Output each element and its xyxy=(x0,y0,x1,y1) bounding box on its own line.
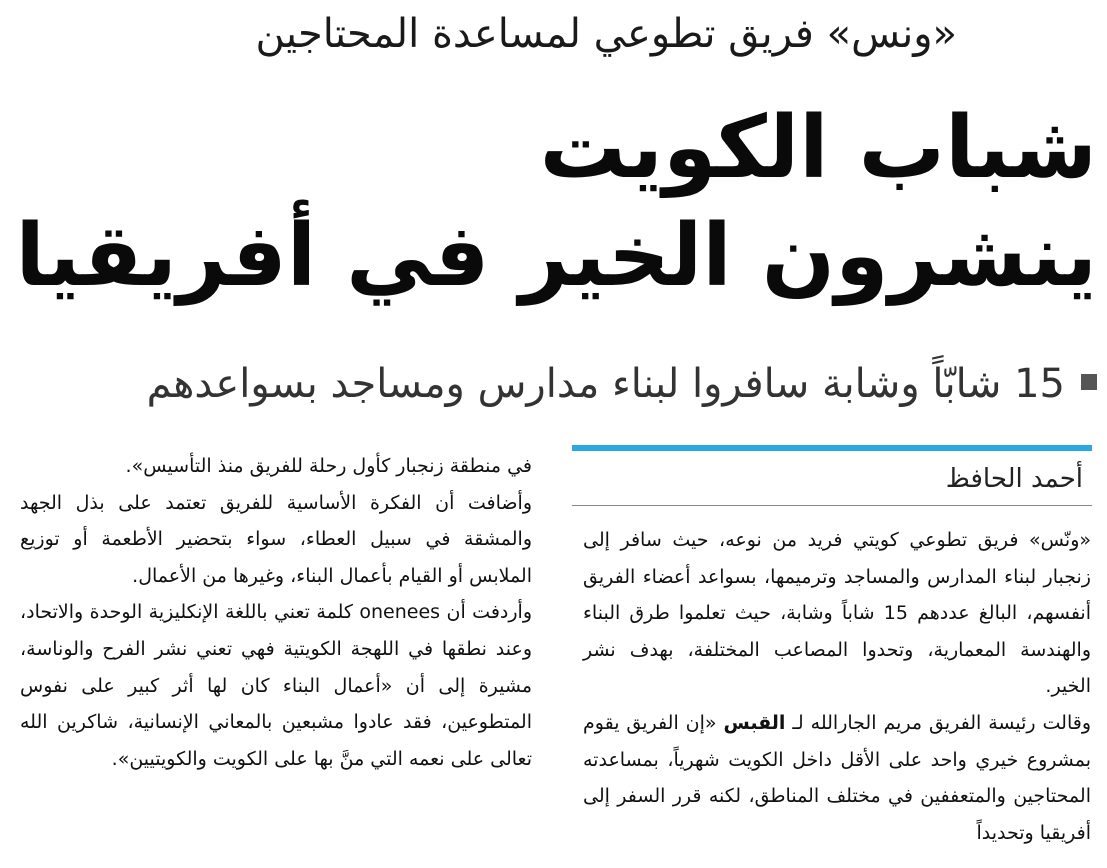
article-kicker: «ونس» فريق تطوعي لمساعدة المحتاجين xyxy=(255,11,957,57)
bullet-square-icon xyxy=(1081,374,1097,390)
accent-rule xyxy=(572,445,1092,451)
article-subhead xyxy=(17,352,1097,416)
source-name: القبس xyxy=(723,711,786,734)
article-column-left xyxy=(20,448,532,777)
article-column-right xyxy=(583,522,1091,851)
paragraph: «ونّس» فريق تطوعي كويتي فريد من نوعه، حيث سافر إلى زنجبار لبناء المدارس والمساجد وترميمها، بسواعد أعضاء الفريق أنفسهم، البالغ عددهم 15 شاباً وشابة، حيث تعلموا طرق البناء والهندسة المعمارية، وتحدوا المصاعب المختلفة، بهدف نشر الخير. xyxy=(583,529,1092,698)
headline-line-2: ينشرون الخير في أفريقيا xyxy=(15,206,1097,306)
paragraph: وأردفت أن onenees كلمة تعني باللغة الإنكليزية الوحدة والاتحاد، وعند نطقها في اللهجة الكويتية فهي تعني نشر الفرح والوناسة، مشيرة إلى أن «أعمال البناء كان لها أثر كبير على نفوس المتطوعين، فقد عادوا مشبعين بالمعاني الإنسانية، شاكرين الله تعالى على نعمه التي منَّ بها على الكويت والكويتيين». xyxy=(20,601,533,770)
paragraph: في منطقة زنجبار كأول رحلة للفريق منذ التأسيس». xyxy=(125,455,532,477)
paragraph-text: «إن الفريق يقوم بمشروع خيري واحد على الأقل داخل الكويت شهرياً، بمساعدته المحتاجين والمتعففين في مختلف المناطق، لكنه قرر السفر إلى أفريقيا وتحديداً xyxy=(583,711,1091,844)
paragraph: وأضافت أن الفكرة الأساسية للفريق تعتمد على بذل الجهد والمشقة في سبيل العطاء، سواء بتحضير الأطعمة أو توزيع الملابس أو القيام بأعمال البناء، وغيرها من الأعمال. xyxy=(20,491,532,587)
byline: أحمد الحافظ xyxy=(945,464,1083,494)
byline-divider xyxy=(572,505,1092,506)
paragraph xyxy=(583,705,1091,851)
subhead-text: 15 شابّاً وشابة سافروا لبناء مدارس ومساجد بسواعدهم xyxy=(146,361,1065,407)
paragraph-text: وقالت رئيسة الفريق مريم الجارالله لـ xyxy=(785,711,1091,734)
headline-line-1: شباب الكويت xyxy=(539,98,1097,198)
